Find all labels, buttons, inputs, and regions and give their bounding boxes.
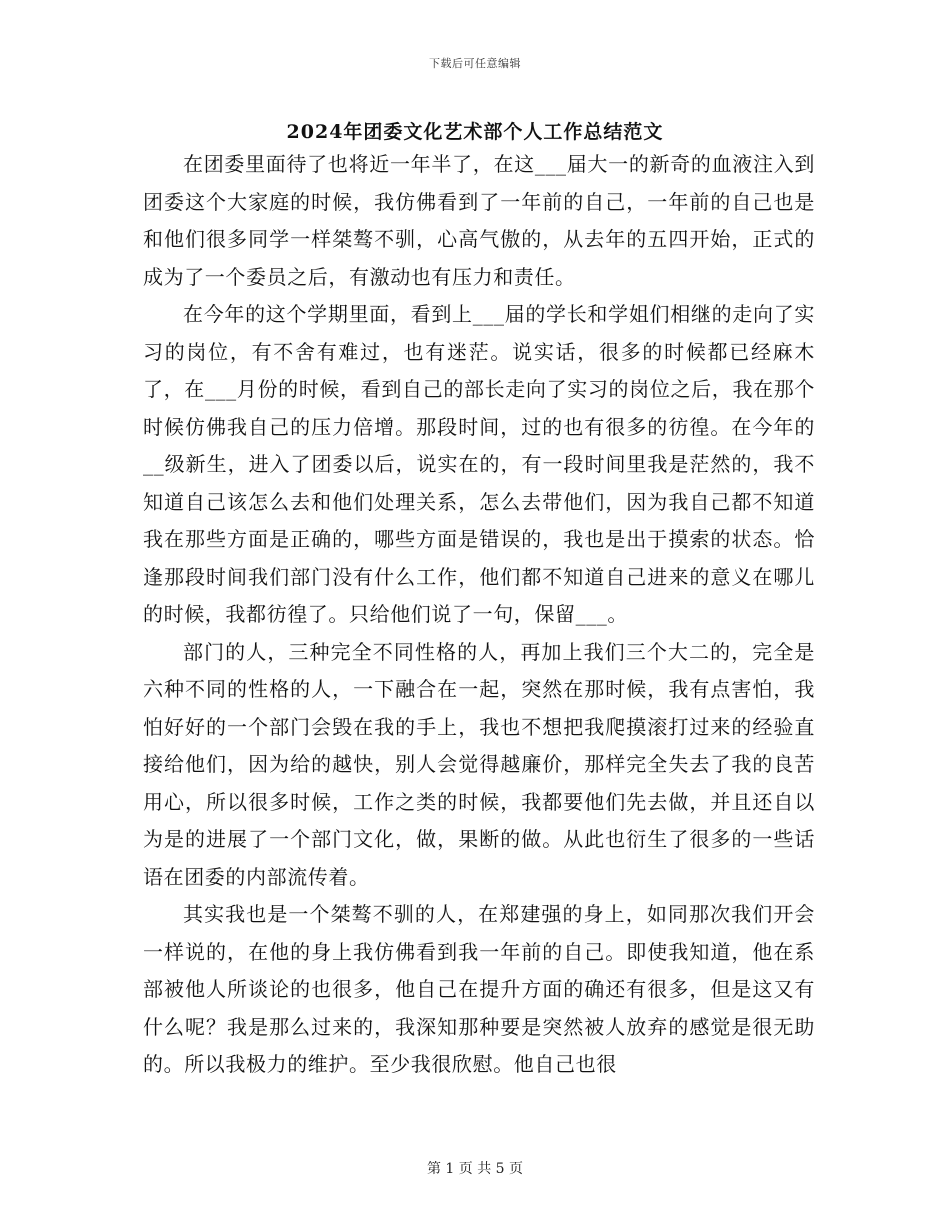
- document-body: [143, 146, 815, 1084]
- paragraph-3: 部门的人，三种完全不同性格的人，再加上我们三个大二的，完全是六种不同的性格的人，一下融合在一起，突然在那时候，我有点害怕，我怕好好的一个部门会毁在我的手上，我也不想把我爬摸滚打过来的经验直接给他们，因为给的越快，别人会觉得越廉价，那样完全失去了我的良苦用心，所以很多时候，工作之类的时候，我都要他们先去做，并且还自以为是的进展了一个部门文化，做，果断的做。从此也衍生了很多的一些话语在团委的内部流传着。: [143, 639, 815, 889]
- page-footer: 第 1 页 共 5 页: [426, 1161, 524, 1177]
- header-note: 下载后可任意编辑: [429, 57, 521, 70]
- document-title: 2024年团委文化艺术部个人工作总结范文: [286, 121, 664, 143]
- paragraph-1: 在团委里面待了也将近一年半了，在这___届大一的新奇的血液注入到团委这个大家庭的时候，我仿佛看到了一年前的自己，一年前的自己也是和他们很多同学一样桀骜不驯，心高气傲的，从去年的五四开始，正式的成为了一个委员之后，有激动也有压力和责任。: [143, 152, 815, 289]
- paragraph-4: 其实我也是一个桀骜不驯的人，在郑建强的身上，如同那次我们开会一样说的，在他的身上我仿佛看到我一年前的自己。即使我知道，他在系部被他人所谈论的也很多，他自己在提升方面的确还有很多，但是这又有什么呢？我是那么过来的，我深知那种要是突然被人放弃的感觉是很无助的。所以我极力的维护。至少我很欣慰。他自己也很: [143, 902, 815, 1076]
- paragraph-2: 在今年的这个学期里面，看到上___届的学长和学姐们相继的走向了实习的岗位，有不舍有难过，也有迷茫。说实话，很多的时候都已经麻木了，在___月份的时候，看到自己的部长走向了实习的岗位之后，我在那个时候仿佛我自己的压力倍增。那段时间，过的也有很多的彷徨。在今年的__级新生，进入了团委以后，说实在的，有一段时间里我是茫然的，我不知道自己该怎么去和他们处理关系，怎么去带他们，因为我自己都不知道我在那些方面是正确的，哪些方面是错误的，我也是出于摸索的状态。恰逢那段时间我们部门没有什么工作，他们都不知道自己进来的意义在哪儿的时候，我都彷徨了。只给他们说了一句，保留___。: [143, 302, 815, 626]
